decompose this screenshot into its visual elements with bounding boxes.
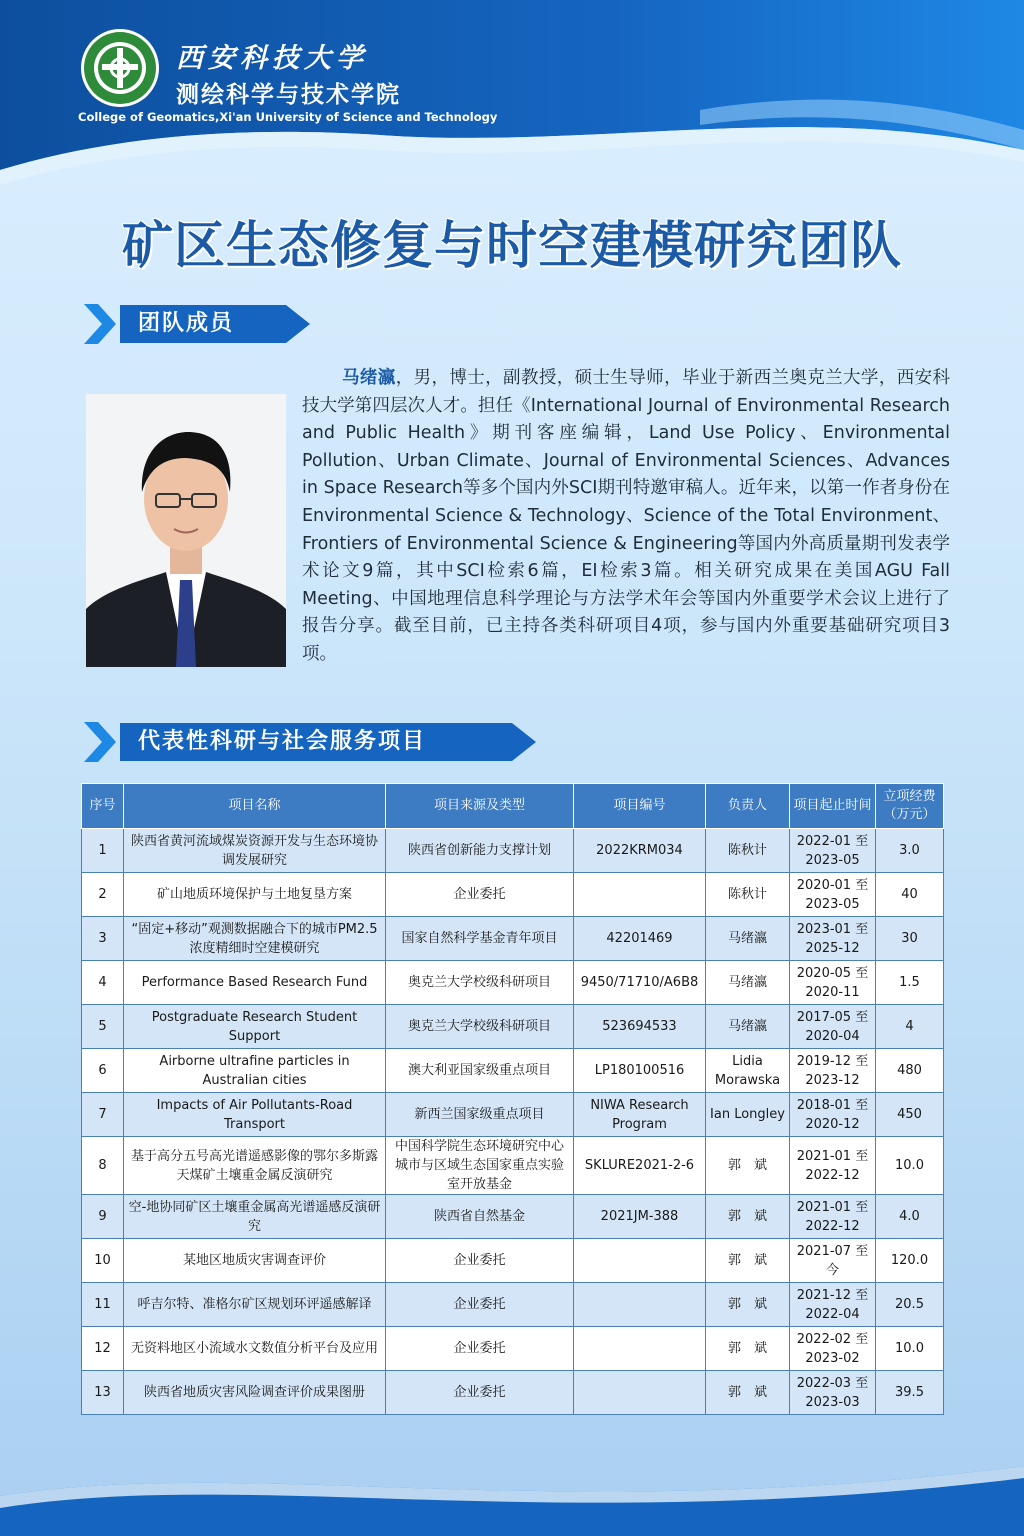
table-cell: 120.0 <box>876 1239 944 1283</box>
table-cell: 4 <box>82 961 124 1005</box>
college-name-cn: 测绘科学与技术学院 <box>176 82 401 108</box>
table-row <box>82 829 944 873</box>
table-cell: Impacts of Air Pollutants-Road Transport <box>124 1093 386 1137</box>
table-cell: “固定+移动”观测数据融合下的城市PM2.5 浓度精细时空建模研究 <box>124 917 386 961</box>
table-cell: Performance Based Research Fund <box>124 961 386 1005</box>
column-header: 项目起止时间 <box>790 784 876 829</box>
member-bio-text: ，男，博士，副教授，硕士生导师，毕业于新西兰奥克兰大学，西安科技大学第四层次人才。担任《International Journal of Environmental Research and Public Health》期刊客座编辑，Land Use Policy、Environmental Pollution、Urban Climate、Journal of Environmental Sciences、Advances in Space Research等多个国内外SCI期刊特邀审稿人。近年来，以第一作者身份在Environmental Science & Technology、Science of the Total Environment、Frontiers of Environmental Science & Engineering等国内外高质量期刊发表学术论文9篇，其中SCI检索6篇，EI检索3篇。相关研究成果在美国AGU Fall Meeting、中国地理信息科学理论与方法学术年会等国内外重要学术会议上进行了报告分享。截至目前，已主持各类科研项目4项，参与国内外重要基础研究项目3项。 <box>302 368 951 664</box>
table-cell: 企业委托 <box>386 1371 574 1415</box>
table-cell <box>574 1327 706 1371</box>
section-title: 团队成员 <box>138 311 235 336</box>
table-cell: 6 <box>82 1049 124 1093</box>
table-cell: 30 <box>876 917 944 961</box>
table-cell: 郭 斌 <box>706 1371 790 1415</box>
table-cell: 11 <box>82 1283 124 1327</box>
table-row <box>82 1371 944 1415</box>
member-bio <box>302 365 950 669</box>
table-cell: 42201469 <box>574 917 706 961</box>
footer-background <box>0 1416 1024 1536</box>
table-cell: 2021-01 至 2022-12 <box>790 1137 876 1195</box>
table-cell: 2020-05 至 2020-11 <box>790 961 876 1005</box>
college-name-en: College of Geomatics,Xi'an University of Science and Technology <box>78 110 498 124</box>
chevron-right-icon <box>82 720 122 764</box>
school-name: 西安科技大学 <box>176 43 368 74</box>
table-cell: 39.5 <box>876 1371 944 1415</box>
table-cell: 7 <box>82 1093 124 1137</box>
table-cell: 2022-02 至 2023-02 <box>790 1327 876 1371</box>
table-cell: 奥克兰大学校级科研项目 <box>386 1005 574 1049</box>
table-row <box>82 961 944 1005</box>
table-cell: 2 <box>82 873 124 917</box>
table-cell: 陕西省创新能力支撑计划 <box>386 829 574 873</box>
table-cell: 10.0 <box>876 1137 944 1195</box>
table-cell: 2019-12 至 2023-12 <box>790 1049 876 1093</box>
table-cell: 12 <box>82 1327 124 1371</box>
table-cell: 5 <box>82 1005 124 1049</box>
column-header: 负责人 <box>706 784 790 829</box>
table-cell: 郭 斌 <box>706 1283 790 1327</box>
table-row <box>82 1005 944 1049</box>
table-cell: 2021-12 至 2022-04 <box>790 1283 876 1327</box>
section-title: 代表性科研与社会服务项目 <box>138 729 427 754</box>
table-cell: 马绪瀛 <box>706 917 790 961</box>
table-cell: 国家自然科学基金青年项目 <box>386 917 574 961</box>
table-cell: SKLURE2021-2-6 <box>574 1137 706 1195</box>
table-cell: 2022-01 至 2023-05 <box>790 829 876 873</box>
table-cell: 450 <box>876 1093 944 1137</box>
table-cell: 企业委托 <box>386 1239 574 1283</box>
table-cell: 2017-05 至 2020-04 <box>790 1005 876 1049</box>
column-header: 序号 <box>82 784 124 829</box>
table-cell: 4.0 <box>876 1195 944 1239</box>
table-cell: 20.5 <box>876 1283 944 1327</box>
table-cell: 陕西省地质灾害风险调查评价成果图册 <box>124 1371 386 1415</box>
table-cell: 2018-01 至 2020-12 <box>790 1093 876 1137</box>
table-cell <box>574 1371 706 1415</box>
table-cell: 马绪瀛 <box>706 1005 790 1049</box>
table-row <box>82 1137 944 1195</box>
table-header-row <box>82 784 944 829</box>
table-cell: 3 <box>82 917 124 961</box>
table-cell: 矿山地质环境保护与土地复垦方案 <box>124 873 386 917</box>
table-row <box>82 1093 944 1137</box>
table-cell: 523694533 <box>574 1005 706 1049</box>
member-name: 马绪瀛 <box>342 368 396 388</box>
table-cell: 呼吉尔特、准格尔矿区规划环评遥感解译 <box>124 1283 386 1327</box>
table-cell: 9450/71710/A6B8 <box>574 961 706 1005</box>
table-cell: 1.5 <box>876 961 944 1005</box>
table-cell: 2023-01 至 2025-12 <box>790 917 876 961</box>
projects-table <box>81 783 944 1415</box>
column-header: 项目来源及类型 <box>386 784 574 829</box>
table-cell: 陈秋计 <box>706 873 790 917</box>
table-cell: 企业委托 <box>386 1327 574 1371</box>
table-cell: 无资料地区小流域水文数值分析平台及应用 <box>124 1327 386 1371</box>
table-cell: 10 <box>82 1239 124 1283</box>
table-cell: LP180100516 <box>574 1049 706 1093</box>
section-header-projects <box>82 720 542 764</box>
table-cell: 基于高分五号高光谱遥感影像的鄂尔多斯露天煤矿土壤重金属反演研究 <box>124 1137 386 1195</box>
table-cell: 郭 斌 <box>706 1195 790 1239</box>
table-cell: 2020-01 至 2023-05 <box>790 873 876 917</box>
table-cell: 2021JM-388 <box>574 1195 706 1239</box>
table-row <box>82 1283 944 1327</box>
table-cell <box>574 1283 706 1327</box>
table-cell: 2022-03 至 2023-03 <box>790 1371 876 1415</box>
table-cell: 4 <box>876 1005 944 1049</box>
table-cell: 13 <box>82 1371 124 1415</box>
table-cell: 1 <box>82 829 124 873</box>
table-cell: Ian Longley <box>706 1093 790 1137</box>
table-cell <box>574 1239 706 1283</box>
table-cell: Postgraduate Research Student Support <box>124 1005 386 1049</box>
table-cell: 澳大利亚国家级重点项目 <box>386 1049 574 1093</box>
table-row <box>82 873 944 917</box>
table-cell: 2022KRM034 <box>574 829 706 873</box>
member-photo <box>86 394 286 667</box>
table-cell: 郭 斌 <box>706 1327 790 1371</box>
table-cell: 郭 斌 <box>706 1137 790 1195</box>
table-row <box>82 1327 944 1371</box>
table-cell: 480 <box>876 1049 944 1093</box>
table-cell: 40 <box>876 873 944 917</box>
table-row <box>82 917 944 961</box>
table-cell: 郭 斌 <box>706 1239 790 1283</box>
column-header: 项目名称 <box>124 784 386 829</box>
table-cell: 空-地协同矿区土壤重金属高光谱遥感反演研究 <box>124 1195 386 1239</box>
table-cell: 3.0 <box>876 829 944 873</box>
table-cell: 2021-01 至 2022-12 <box>790 1195 876 1239</box>
table-cell: 企业委托 <box>386 873 574 917</box>
table-cell: 8 <box>82 1137 124 1195</box>
table-row <box>82 1049 944 1093</box>
table-row <box>82 1239 944 1283</box>
column-header: 立项经费（万元） <box>876 784 944 829</box>
chevron-right-icon <box>82 302 122 346</box>
table-cell: 马绪瀛 <box>706 961 790 1005</box>
table-cell: 陕西省黄河流域煤炭资源开发与生态环境协调发展研究 <box>124 829 386 873</box>
table-cell <box>574 873 706 917</box>
table-cell: 陈秋计 <box>706 829 790 873</box>
table-row <box>82 1195 944 1239</box>
table-cell: 新西兰国家级重点项目 <box>386 1093 574 1137</box>
table-cell: 10.0 <box>876 1327 944 1371</box>
page-title: 矿区生态修复与时空建模研究团队 <box>121 217 902 276</box>
table-cell: 中国科学院生态环境研究中心城市与区域生态国家重点实验室开放基金 <box>386 1137 574 1195</box>
table-cell: 2021-07 至 今 <box>790 1239 876 1283</box>
table-cell: 9 <box>82 1195 124 1239</box>
table-cell: Lidia Morawska <box>706 1049 790 1093</box>
table-cell: 陕西省自然基金 <box>386 1195 574 1239</box>
table-cell: NIWA Research Program <box>574 1093 706 1137</box>
table-cell: 某地区地质灾害调查评价 <box>124 1239 386 1283</box>
column-header: 项目编号 <box>574 784 706 829</box>
table-cell: 奥克兰大学校级科研项目 <box>386 961 574 1005</box>
table-cell: Airborne ultrafine particles in Australian cities <box>124 1049 386 1093</box>
university-logo <box>80 28 160 108</box>
table-cell: 企业委托 <box>386 1283 574 1327</box>
section-header-members <box>82 302 312 346</box>
